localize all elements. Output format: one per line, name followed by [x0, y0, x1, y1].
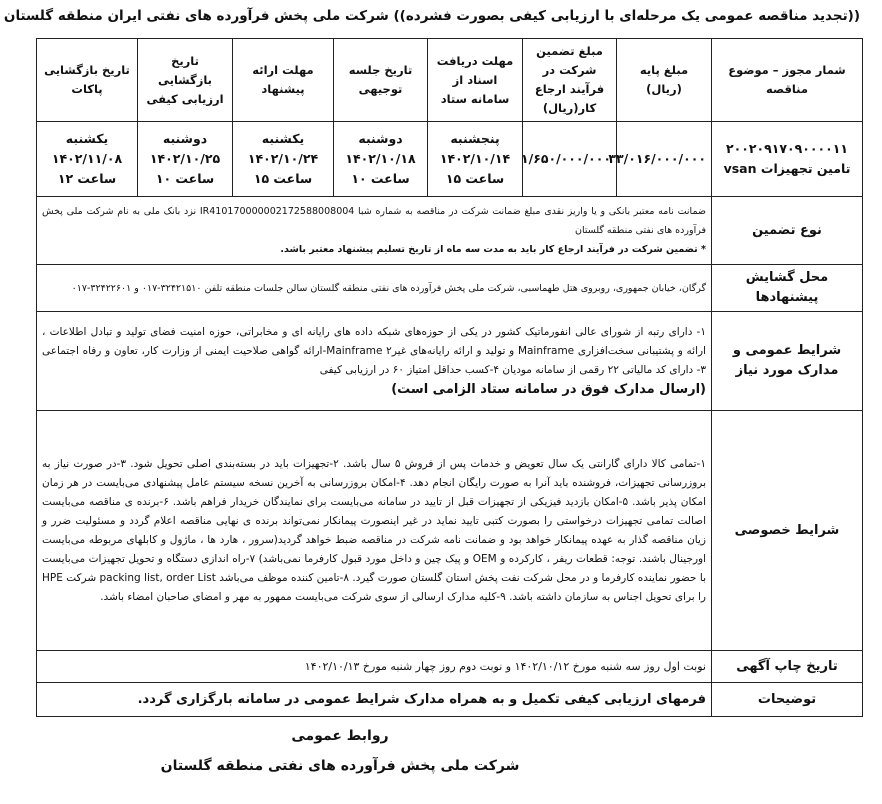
header-permit: شمار مجوز – موضوع مناقصه	[712, 39, 863, 122]
header-receive-deadline: مهلت دریافت اسناد از سامانه ستاد	[428, 39, 523, 122]
base-amount-cell	[608, 122, 712, 197]
notes-label: توضیحات	[712, 683, 863, 717]
base-amount: ۳۳/۰۱۶/۰۰۰/۰۰۰	[608, 151, 706, 166]
receive-cell	[428, 122, 523, 197]
header-base-amount: مبلغ پایه (ریال)	[617, 39, 712, 122]
footer-department: روابط عمومی	[291, 728, 389, 744]
opening-location-row	[37, 265, 863, 312]
guarantee-type-content	[37, 197, 712, 265]
permit-subject: تامین تجهیزات vsan	[723, 161, 851, 176]
general-conditions-label: شرایط عمومی و مدارک مورد نیاز	[712, 312, 863, 411]
footer-company: شرکت ملی پخش فرآورده های نفتی منطقه گلستان	[160, 758, 520, 774]
receive-time: ساعت ۱۵	[445, 171, 505, 186]
special-conditions-row	[37, 411, 863, 651]
briefing-date: ۱۴۰۲/۱۰/۱۸	[345, 151, 416, 166]
page-title: ((تجدید مناقصه عمومی یک مرحله‌ای با ارزیابی کیفی بصورت فشرده)) شرکت ملی پخش فرآورده های نفتی ایران منطقه گلستان	[3, 8, 860, 24]
header-guarantee: مبلغ تضمین شرکت در فرآیند ارجاع کار(ریال)	[523, 39, 617, 122]
guarantee-validity-note: * تضمین شرکت در فرآیند ارجاع کار باید به مدت سه ماه از تاریخ تسلیم پیشنهاد معتبر باشد.	[280, 244, 706, 255]
submit-cell	[233, 122, 334, 197]
header-submit-deadline: مهلت ارائه پیشنهاد	[233, 39, 334, 122]
notes-text: فرمهای ارزیابی کیفی تکمیل و به همراه مدارک شرایط عمومی در سامانه بارگزاری گردد.	[37, 683, 712, 717]
submit-time: ساعت ۱۵	[253, 171, 313, 186]
guarantee-type-row	[37, 197, 863, 265]
notes-row	[37, 683, 863, 717]
packets-cell	[37, 122, 138, 197]
briefing-time: ساعت ۱۰	[351, 171, 410, 186]
submit-day: یکشنبه	[261, 131, 305, 146]
submit-date: ۱۴۰۲/۱۰/۲۴	[247, 151, 319, 166]
quality-day: دوشنبه	[162, 131, 208, 146]
general-conditions-note: (ارسال مدارک فوق در سامانه ستاد الزامی است)	[391, 382, 706, 397]
guarantee-cell	[523, 122, 617, 197]
values-row	[37, 122, 863, 197]
publish-date-label: تاریخ چاپ آگهی	[712, 651, 863, 683]
tender-table	[36, 38, 863, 717]
quality-time: ساعت ۱۰	[155, 171, 215, 186]
receive-date: ۱۴۰۲/۱۰/۱۴	[439, 151, 511, 166]
packets-time: ساعت ۱۲	[57, 171, 117, 186]
receive-day: پنجشنبه	[450, 131, 500, 146]
briefing-day: دوشنبه	[358, 131, 403, 146]
guarantee-type-text: ضمانت نامه معتبر بانکی و یا واریز نقدی مبلغ ضمانت شرکت در مناقصه به شماره شبا IR410170000002172588008004 نزد بانک ملی به نام شرکت ملی پخش فرآورده های نفتی منطقه گلستان	[42, 206, 706, 236]
header-briefing: تاریخ جلسه توجیهی	[334, 39, 428, 122]
publish-date-row	[37, 651, 863, 683]
header-quality-open: تاریخ بازگشایی ارزیابی کیفی	[138, 39, 233, 122]
header-row	[37, 39, 863, 122]
guarantee-amount: ۱/۶۵۰/۰۰۰/۰۰۰	[521, 151, 611, 166]
publish-date-text: نوبت اول روز سه شنبه مورخ ۱۴۰۲/۱۰/۱۲ و نوبت دوم روز چهار شنبه مورخ ۱۴۰۲/۱۰/۱۳	[37, 651, 712, 683]
quality-cell	[138, 122, 233, 197]
header-packets-open: تاریخ بازگشایی پاکات	[37, 39, 138, 122]
general-conditions-content	[37, 312, 712, 411]
special-conditions-label: شرایط خصوصی	[712, 411, 863, 651]
permit-cell	[712, 122, 863, 197]
guarantee-type-label: نوع تضمین	[712, 197, 863, 265]
special-conditions-text: ۱-تمامی کالا دارای گارانتی یک سال تعویض و خدمات پس از فروش ۵ سال باشد. ۲-تجهیزات باید در بسته‌بندی اصلی تحویل شود. ۳-در صورت نیاز به بروزرسانی تجهیزات، فروشنده باید آنرا به صورت رایگان انجام دهد. ۴-امکان بروزرسانی به آخرین نسخه سیستم عامل پیشنهادی می‌بایست در هر زمان امکان پذیر باشد. ۵-امکان بازدید فیزیکی از تجهیزات قبل از تایید در سامانه می‌بایست برای نمایندگان خریدار فراهم باشد. ۶-برنده ی مناقصه می‌بایست اصالت تمامی تجهیزات درخواستی را بصورت کتبی تایید نماید در غیر اینصورت پیمانکار نمی‌تواند برنده ی نهایی مناقصه اعلام گردد و مسئولیت ضرر و زیان مناقصه گذار به عهده پیمانکار خواهد بود و ضمانت نامه شرکت در مناقصه ضبط خواهد گردید(سرور ، هارد ها ، ماژول و کابلهای مربوطه می‌بایست اورجینال باشند. توجه: قطعات ریفر ، کارکرده و OEM و پیک چین و داخل مورد قبول کارفرما نمی‌باشد) ۷-راه اندازی دستگاه و تحویل تجهیزات می‌بایست با حضور نماینده کارفرما و در محل شرکت نفت پخش استان گلستان صورت گیرد. ۸-تامین کننده موظف می‌باشد packing list, order List شرکت HPE را برای تحویل اجناس به سازمان داشته باشد. ۹-کلیه مدارک ارسالی از سوی شرکت می‌بایست ممهور به مهر و امضای صاحبان امضاء باشد.	[37, 411, 712, 651]
packets-day: یکشنبه	[65, 131, 109, 146]
opening-location-text: گرگان، خیابان جمهوری، روبروی هتل طهماسبی، شرکت ملی پخش فرآورده های نفتی منطقه گلستان سالن جلسات منطقه تلفن ۳۲۴۲۱۵۱۰-۰۱۷ و ۳۲۴۲۲۶۰۱-۰۱۷	[37, 265, 712, 312]
briefing-cell	[334, 122, 428, 197]
opening-location-label: محل گشایش پیشنهادها	[712, 265, 863, 312]
packets-date: ۱۴۰۲/۱۱/۰۸	[51, 151, 123, 166]
general-conditions-text: ۱- دارای رتبه از شورای عالی انفورماتیک کشور در یکی از حوزه‌های شبکه داده های رایانه ای و مخابراتی، حوزه امنیت فضای تولید و تبادل اطلاعات ، ارائه و پشتیبانی سخت‌افزاری Mainframe و تولید و ارائه رایانه‌های غیرMainframe ۲-ارائه گواهی صلاحیت ایمنی از وزارت کار، تعاون و رفاه اجتماعی ۳- دارای کد مالیاتی ۲۲ رقمی از سامانه مودیان ۴-کسب حداقل امتیاز ۶۰ در ارزیابی کیفی	[42, 326, 706, 376]
permit-number: ۲۰۰۲۰۹۱۷۰۹۰۰۰۰۱۱	[725, 141, 849, 156]
general-conditions-row	[37, 312, 863, 411]
quality-date: ۱۴۰۲/۱۰/۲۵	[149, 151, 221, 166]
